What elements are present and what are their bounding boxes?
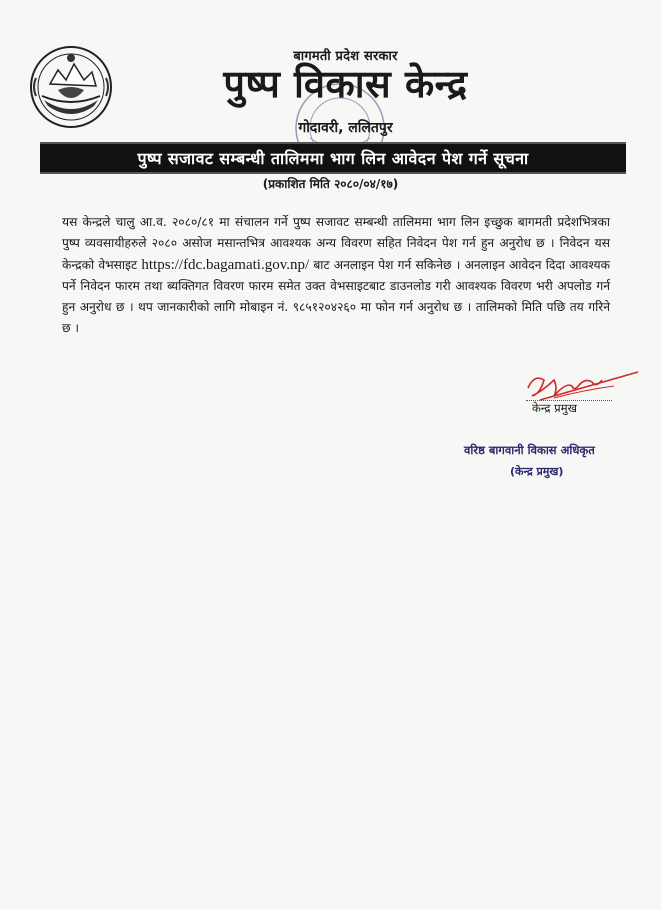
notice-title-banner xyxy=(40,142,626,174)
notice-body xyxy=(62,212,610,340)
organization-title: पुष्प विकास केन्द्र xyxy=(223,61,468,106)
province-government-label: बागमती प्रदेश सरकार xyxy=(293,49,398,64)
published-date: (प्रकाशित मिति २०८०/०४/१७) xyxy=(262,177,399,191)
notice-title: पुष्प सजावट सम्बन्धी तालिममा भाग लिन आवेदन पेश गर्ने सूचना xyxy=(137,149,529,168)
website-link[interactable]: https://fdc.bagamati.gov.np/ xyxy=(141,256,310,273)
officer-title-stamp: वरिष्ठ बागवानी विकास अधिकृत xyxy=(464,443,595,457)
body-text-part2: बाट अनलाइन पेश गर्न सकिनेछ । अनलाइन आवेदन दिदा आवश्यक पर्ने निवेदन फारम तथा ब्यक्तिगत विवरण फारम समेत उक्त वेभसाइटबाट डाउनलोड गरी आवश्यक विवरण भरी अपलोड गर्न हुन अनुरोध छ । थप जानकारीको लागि मोबाइन नं. ९८५१२०४२६० मा फोन गर्न अनुरोध छ । तालिमको मिति पछि तय गरिने छ । xyxy=(62,257,610,336)
organization-location: गोदावरी, ललितपुर xyxy=(298,120,393,136)
body-text-part1: यस केन्द्रले चालु आ.व. २०८०/८१ मा संचालन गर्ने पुष्प सजावट सम्बन्धी तालिममा भाग लिन इच्छुक बागमती प्रदेशभित्रका पुष्प व्यवसायीहरुले २०८० असोज मसान्तभित्र आवश्यक अन्य विवरण सहित निवेदन पेश गर्न हुन अनुरोध छ । निवेदन यस केन्द्रको वेभसाइट xyxy=(62,215,610,272)
signature-label: केन्द्र प्रमुख xyxy=(532,401,577,415)
officer-role-stamp: (केन्द्र प्रमुख) xyxy=(510,465,564,478)
